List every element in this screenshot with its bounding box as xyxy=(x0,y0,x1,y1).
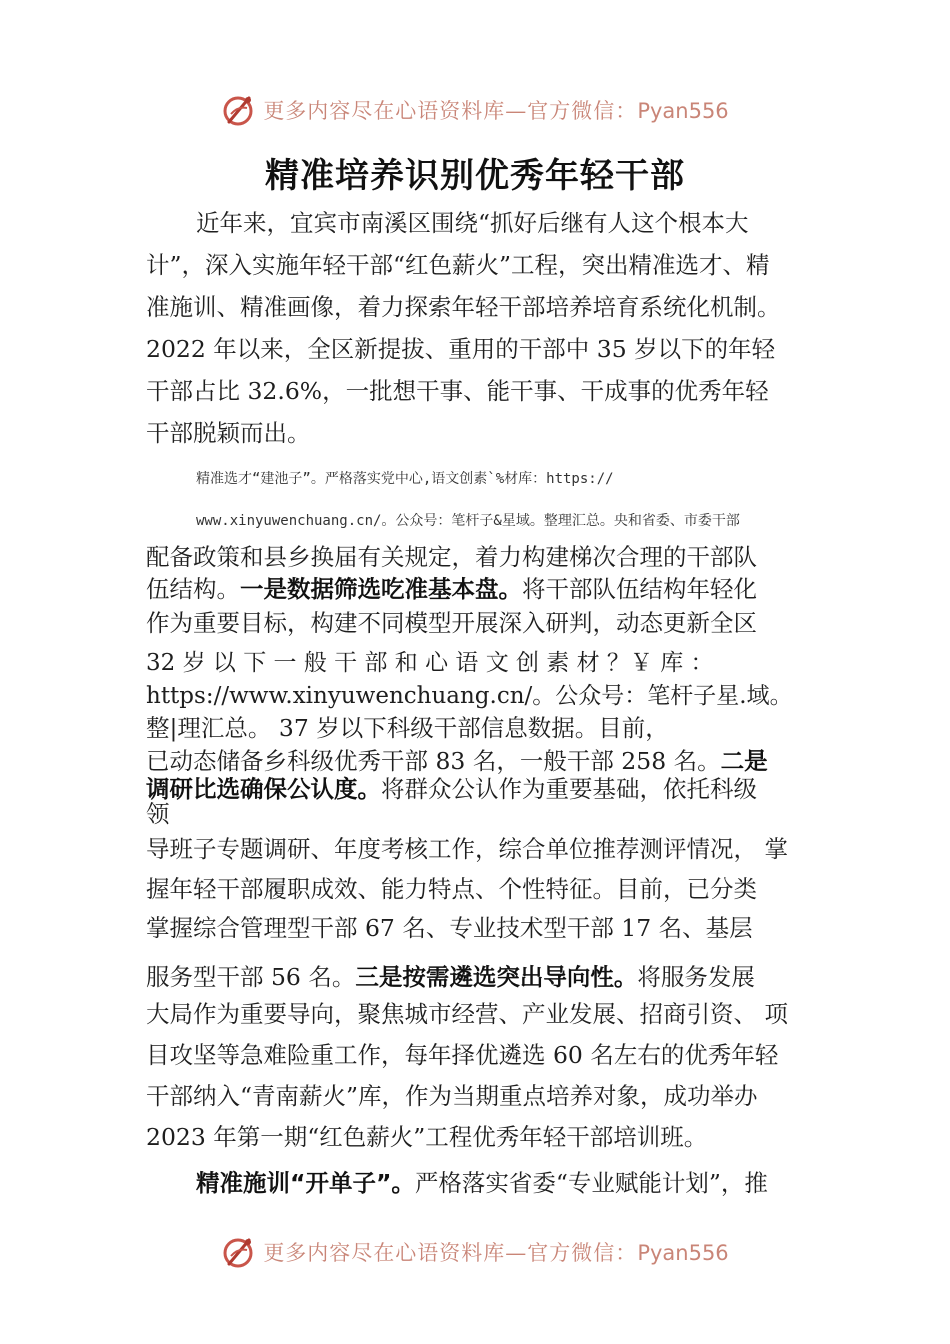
bold-heading: 精准施训“开单子”。 xyxy=(196,1169,415,1197)
text-line: 干部占比 32.6%，一批想干事、能干事、干成事的优秀年轻 xyxy=(146,377,769,405)
text-line: 调研比选确保公认度。将群众公认作为重要基础，依托科级 xyxy=(146,775,757,803)
text-line: 领 xyxy=(146,800,170,828)
text-line: 干部纳入“青南薪火”库，作为当期重点培养对象，成功举办 xyxy=(146,1082,758,1110)
text-line: https://www.xinyuwenchuang.cn/。公众号：笔杆子星.域。 xyxy=(146,683,793,709)
bold-heading: 一是数据筛选吃准基本盘。 xyxy=(240,575,522,603)
text-line: 握年轻干部履职成效、能力特点、个性特征。目前，已分类 xyxy=(146,875,757,903)
text-line: 2023 年第一期“红色薪火”工程优秀年轻干部培训班。 xyxy=(146,1123,708,1151)
small-text-line: www.xinyuwenchuang.cn/。公众号：笔杆子&星域。整理汇总。央和省委、市委干部 xyxy=(196,513,740,529)
banner-text: 更多内容尽在心语资料库—官方微信：Pyan556 xyxy=(263,99,729,123)
text-line: 已动态储备乡科级优秀干部 83 名，一般干部 258 名。二是 xyxy=(146,747,768,775)
wechat-id: Pyan556 xyxy=(637,1241,729,1265)
text-line: 配备政策和县乡换届有关规定，着力构建梯次合理的干部队 xyxy=(146,543,757,571)
text-line: 准施训、精准画像，着力探索年轻干部培养培育系统化机制。 xyxy=(146,293,781,321)
footer-banner xyxy=(0,1230,950,1274)
bold-heading: 调研比选确保公认度。 xyxy=(146,775,381,803)
brush-logo-icon xyxy=(221,1234,257,1270)
text-line: 计”，深入实施年轻干部“红色薪火”工程，突出精准选才、精 xyxy=(146,251,770,279)
bold-heading: 三是按需遴选突出导向性。 xyxy=(355,963,638,991)
text-line: 掌握综合管理型干部 67 名、专业技术型干部 17 名、基层 xyxy=(146,914,753,942)
text-line: 2022 年以来，全区新提拔、重用的干部中 35 岁以下的年轻 xyxy=(146,335,776,363)
text-line: 服务型干部 56 名。三是按需遴选突出导向性。将服务发展 xyxy=(146,963,755,991)
wechat-id: Pyan556 xyxy=(637,99,729,123)
text-line: 整|理汇总。 37 岁以下科级干部信息数据。目前， xyxy=(146,714,669,742)
brush-logo-icon xyxy=(221,92,257,128)
bold-heading: 二是 xyxy=(720,747,768,775)
banner-text: 更多内容尽在心语资料库—官方微信：Pyan556 xyxy=(263,1241,729,1265)
text-line: 精准施训“开单子”。严格落实省委“专业赋能计划”，推 xyxy=(196,1169,768,1197)
text-line: 干部脱颖而出。 xyxy=(146,419,311,447)
text-line: 大局作为重要导向，聚焦城市经营、产业发展、招商引资、 项 xyxy=(146,1000,788,1028)
text-line: 导班子专题调研、年度考核工作，综合单位推荐测评情况， 掌 xyxy=(146,835,788,863)
small-text-line: 精准选才“建池子”。严格落实党中心,语文创素`%材库：https:// xyxy=(196,471,614,487)
text-line: 近年来，宜宾市南溪区围绕“抓好后继有人这个根本大 xyxy=(196,209,749,237)
page-title: 精准培养识别优秀年轻干部 xyxy=(265,156,685,196)
text-line: 作为重要目标，构建不同模型开展深入研判，动态更新全区 xyxy=(146,609,757,637)
text-line: 32 岁 以 下 一 般 干 部 和 心 语 文 创 素 材 ？￥ 库 ： xyxy=(146,650,714,676)
text-line: 伍结构。一是数据筛选吃准基本盘。将干部队伍结构年轻化 xyxy=(146,575,757,603)
text-line: 目攻坚等急难险重工作，每年择优遴选 60 名左右的优秀年轻 xyxy=(146,1041,779,1069)
header-banner xyxy=(0,88,950,132)
